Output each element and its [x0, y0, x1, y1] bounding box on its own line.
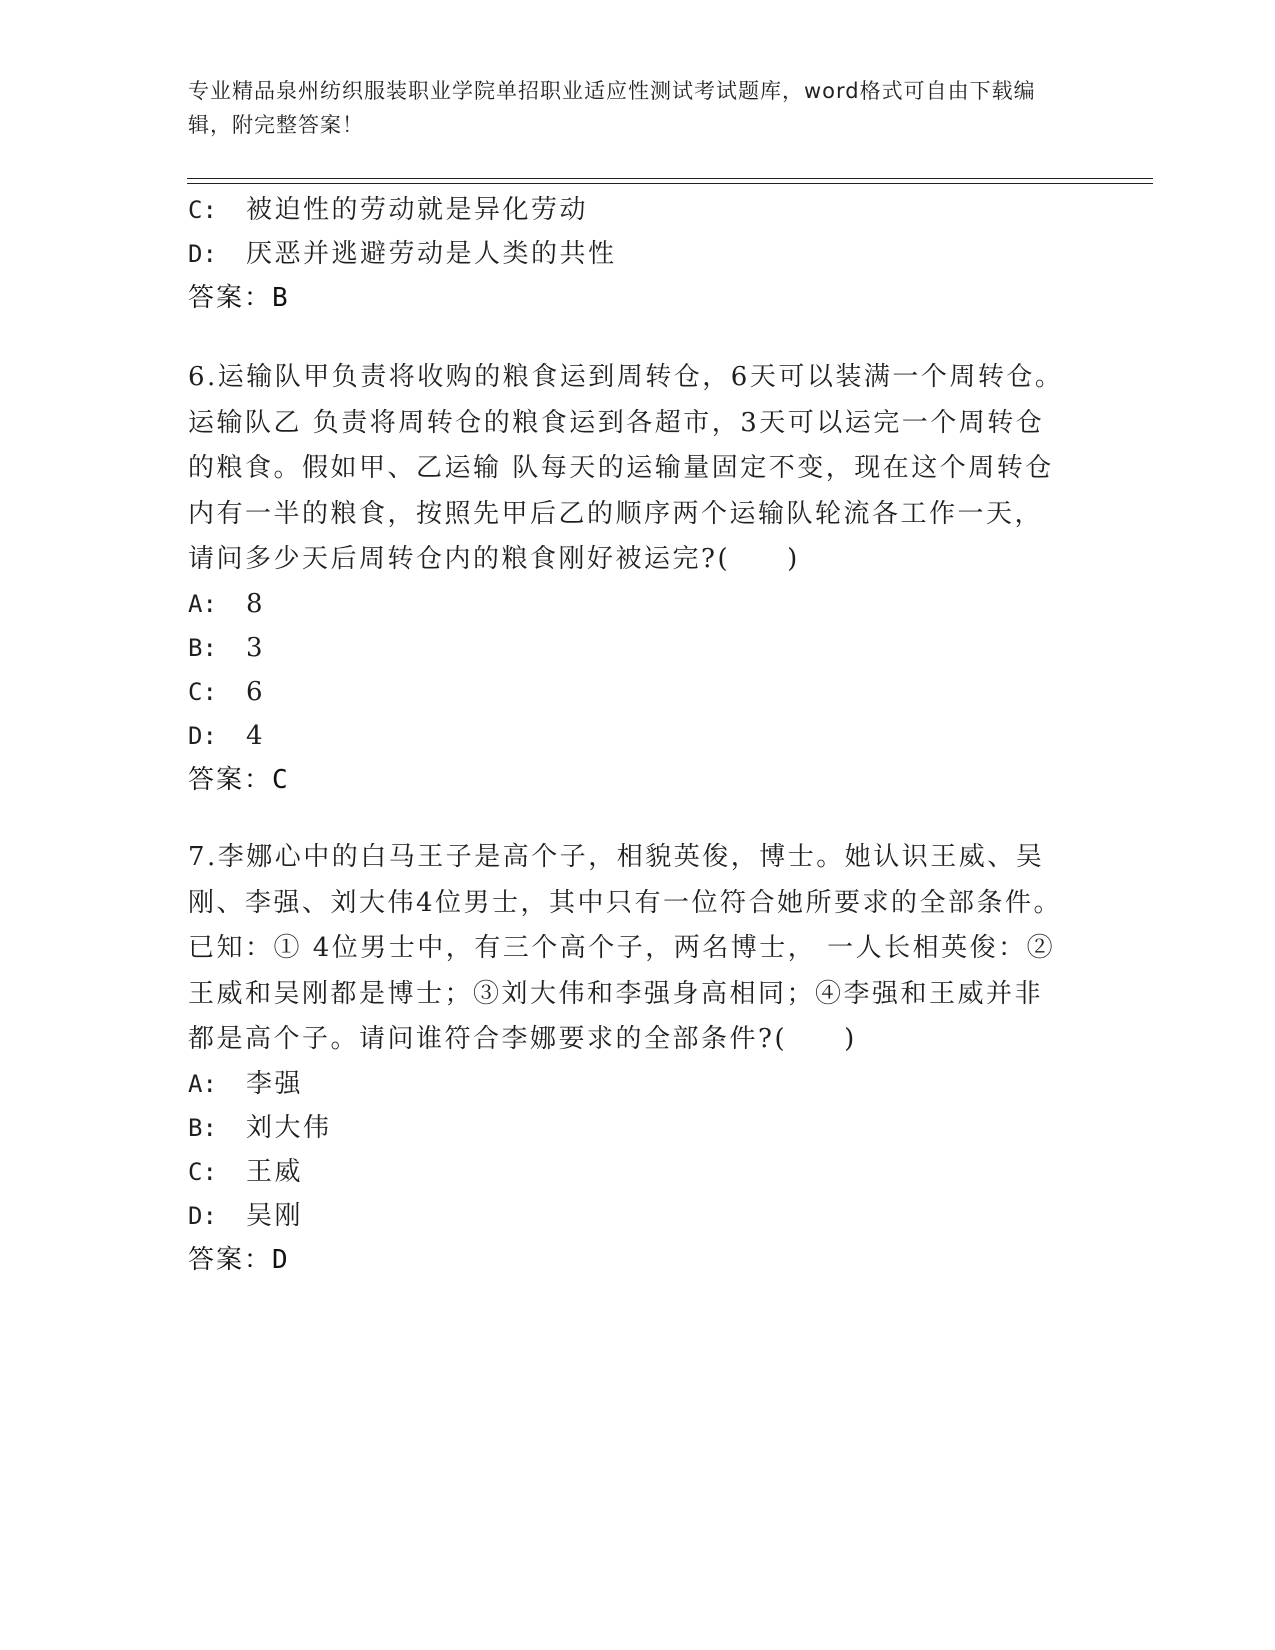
option-key: D: — [188, 240, 217, 268]
answer-value: B — [272, 283, 290, 313]
q7-option-a — [188, 1064, 303, 1104]
q7-stem: 7.李娜心中的白马王子是高个子，相貌英俊，博士。她认识王威、吴刚、李强、刘大伟4位男士，其中只有一位符合她所要求的全部条件。已知：① 4位男士中，有三个高个子，两名博士， 一人长相英俊：②王威和吴刚都是博士；③刘大伟和李强身高相同；④李强和王威并非都是高个子。请问谁符合李娜要求的全部条件?( ) — [188, 842, 1063, 1054]
option-text: 厌恶并逃避劳动是人类的共性 — [246, 239, 617, 269]
answer-value: C — [272, 765, 290, 795]
option-text: 王威 — [246, 1157, 304, 1187]
option-key: C: — [188, 678, 217, 706]
answer-label: 答案： — [188, 1245, 273, 1275]
q6-answer — [188, 760, 290, 800]
option-key: D: — [188, 722, 217, 750]
q5-option-c — [188, 190, 588, 230]
option-text: 6 — [246, 677, 266, 707]
answer-label: 答案： — [188, 765, 273, 795]
q7-option-b — [188, 1108, 332, 1148]
header-rule-top — [187, 178, 1153, 179]
option-key: A: — [188, 1070, 217, 1098]
option-key: B: — [188, 634, 217, 662]
q5-option-d — [188, 234, 617, 274]
option-key: D: — [188, 1202, 217, 1230]
option-key: C: — [188, 196, 217, 224]
option-text: 被迫性的劳动就是异化劳动 — [246, 195, 589, 225]
q7-option-d — [188, 1196, 303, 1236]
q6-option-c — [188, 672, 265, 712]
q7-answer — [188, 1240, 290, 1280]
option-text: 李强 — [246, 1069, 304, 1099]
q5-answer — [188, 278, 290, 318]
q6-option-b — [188, 628, 265, 668]
option-key: B: — [188, 1114, 217, 1142]
answer-value: D — [272, 1245, 290, 1275]
header-rule-bottom — [187, 183, 1153, 184]
option-key: C: — [188, 1158, 217, 1186]
option-text: 3 — [246, 633, 266, 663]
q6-option-d — [188, 716, 265, 756]
q6-stem: 6.运输队甲负责将收购的粮食运到周转仓，6天可以装满一个周转仓。运输队乙 负责将周转仓的粮食运到各超市，3天可以运完一个周转仓的粮食。假如甲、乙运输 队每天的运输量固定不变，现在这个周转仓内有一半的粮食，按照先甲后乙的顺序两个运输队轮流各工作一天，请问多少天后周转仓内的粮食刚好被运完?( ) — [188, 362, 1064, 574]
q7-option-c — [188, 1152, 303, 1192]
q6-option-a — [188, 584, 265, 624]
answer-label: 答案： — [188, 283, 273, 313]
option-key: A: — [188, 590, 217, 618]
option-text: 刘大伟 — [246, 1113, 332, 1143]
document-header: 专业精品泉州纺织服装职业学院单招职业适应性测试考试题库，word格式可自由下载编辑，附完整答案！ — [188, 79, 1036, 137]
option-text: 8 — [246, 589, 266, 619]
option-text: 4 — [246, 721, 266, 751]
option-text: 吴刚 — [246, 1201, 304, 1231]
